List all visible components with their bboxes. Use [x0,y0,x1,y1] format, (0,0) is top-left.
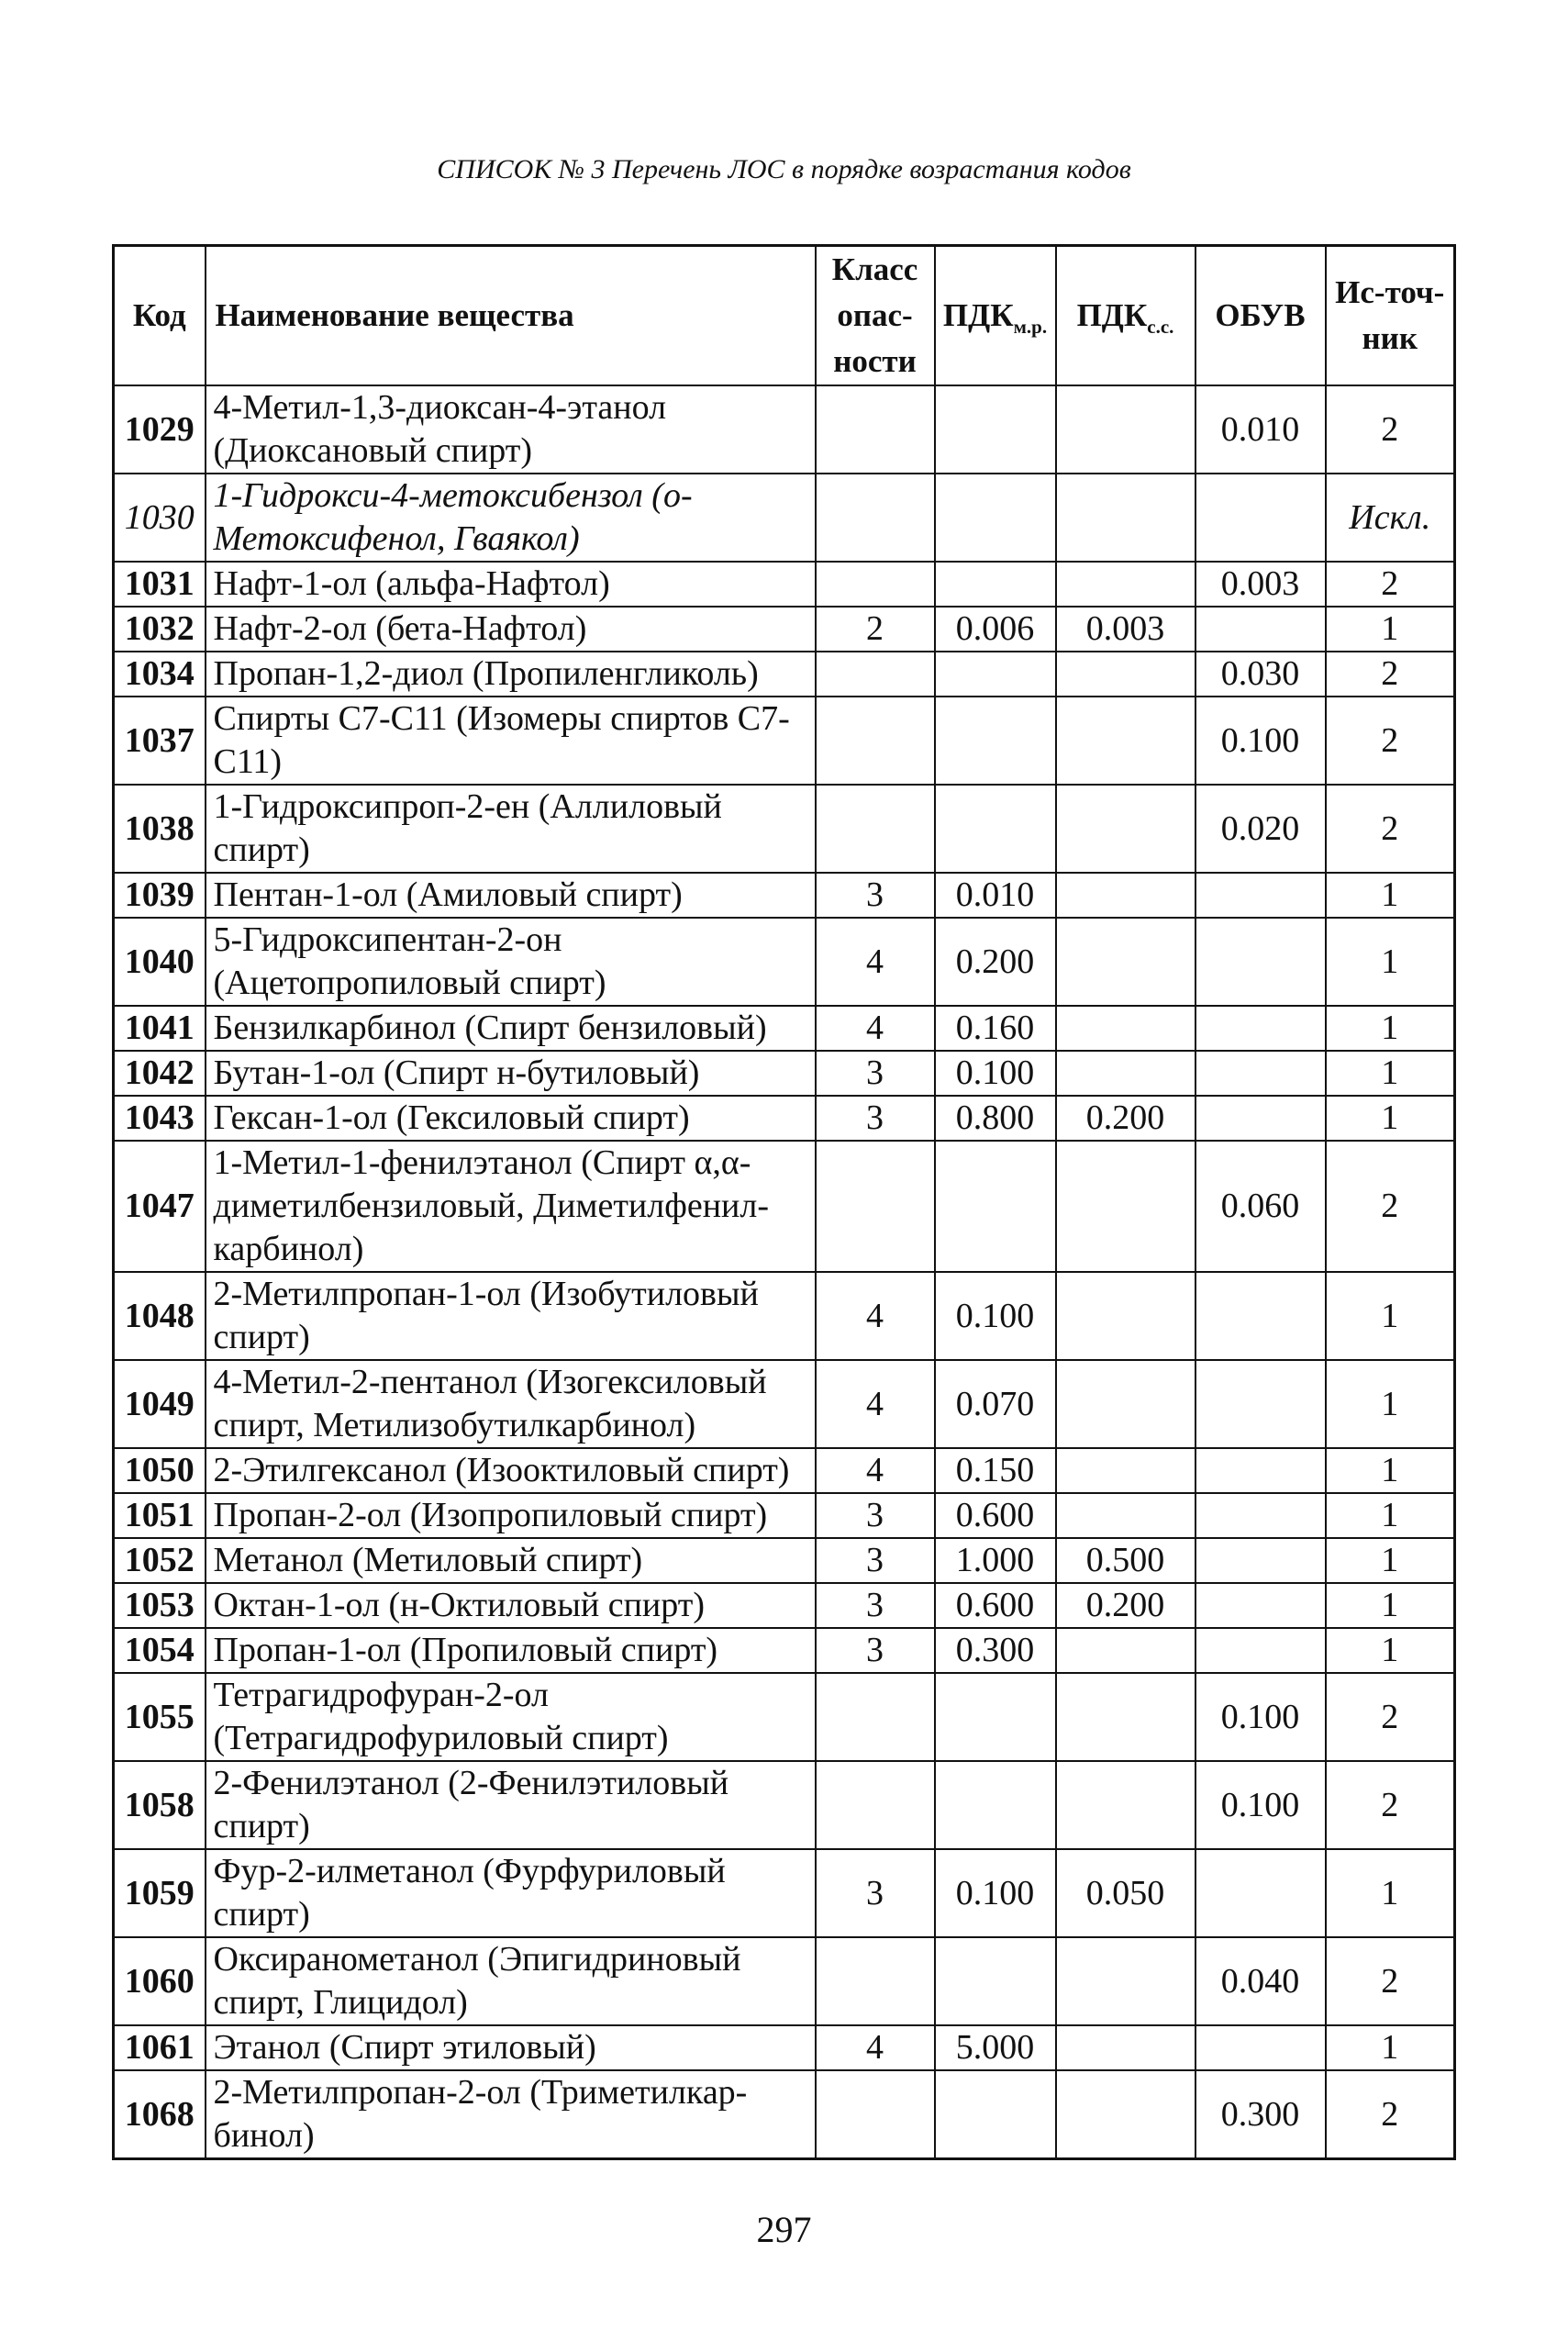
substances-table [112,244,1456,2160]
cell-hazard: 3 [816,1628,935,1673]
cell-pdk-mr: 0.100 [935,1051,1056,1096]
table-row [114,1761,1455,1849]
cell-hazard [816,1761,935,1849]
cell-name: Пентан-1-ол (Амиловый спирт) [206,873,816,918]
pdk-mr-main: ПДК [942,297,1014,333]
cell-pdk-mr: 0.600 [935,1493,1056,1538]
cell-obuv [1195,1272,1326,1360]
cell-code: 1047 [114,1141,206,1272]
cell-obuv: 0.040 [1195,1937,1326,2025]
cell-obuv [1195,1628,1326,1673]
cell-pdk-mr: 0.100 [935,1849,1056,1937]
table-row [114,1628,1455,1673]
cell-source: 2 [1326,562,1455,607]
cell-pdk-ss: 0.500 [1056,1538,1195,1583]
col-header-pdk-ss [1056,246,1195,386]
cell-hazard [816,1141,935,1272]
cell-hazard: 4 [816,2025,935,2070]
table-row [114,1673,1455,1761]
cell-obuv: 0.060 [1195,1141,1326,1272]
cell-pdk-ss [1056,1761,1195,1849]
cell-obuv: 0.100 [1195,697,1326,785]
cell-source: 1 [1326,1272,1455,1360]
cell-source: 2 [1326,1673,1455,1761]
cell-name: 2-Метилпропан-1-ол (Изобутиловый спирт) [206,1272,816,1360]
cell-source: 1 [1326,1628,1455,1673]
cell-hazard: 4 [816,1360,935,1448]
cell-name: Нафт-2-ол (бета-Нафтол) [206,607,816,652]
cell-hazard: 4 [816,1448,935,1493]
cell-obuv [1195,1360,1326,1448]
cell-pdk-ss [1056,1673,1195,1761]
table-row [114,1538,1455,1583]
cell-pdk-ss [1056,1141,1195,1272]
cell-source: 1 [1326,1096,1455,1141]
cell-hazard [816,1937,935,2025]
cell-hazard: 3 [816,1849,935,1937]
cell-name: 1-Гидрокси-4-метоксибензол (о-Метоксифенол, Гваякол) [206,474,816,562]
cell-code: 1042 [114,1051,206,1096]
cell-name: Пропан-2-ол (Изопропиловый спирт) [206,1493,816,1538]
cell-pdk-mr [935,385,1056,474]
col-header-code: Код [114,246,206,386]
pdk-mr-sub: м.р. [1013,316,1048,338]
cell-source: 1 [1326,873,1455,918]
cell-source: 1 [1326,1583,1455,1628]
cell-code: 1054 [114,1628,206,1673]
cell-pdk-ss [1056,1360,1195,1448]
cell-name: Тетрагидрофуран-2-ол (Тетрагидрофуриловый спирт) [206,1673,816,1761]
cell-hazard: 4 [816,918,935,1006]
cell-hazard [816,652,935,697]
table-row [114,652,1455,697]
cell-name: Нафт-1-ол (альфа-Нафтол) [206,562,816,607]
cell-pdk-mr: 0.200 [935,918,1056,1006]
cell-pdk-mr [935,785,1056,873]
cell-pdk-ss [1056,1493,1195,1538]
col-header-pdk-mr [935,246,1056,386]
cell-pdk-mr: 5.000 [935,2025,1056,2070]
cell-name: Спирты C7-C11 (Изомеры спиртов C7-C11) [206,697,816,785]
cell-obuv [1195,1448,1326,1493]
table-row [114,2070,1455,2159]
page-number: 297 [756,2209,812,2250]
cell-name: 1-Метил-1-фенилэтанол (Спирт α,α-диметилбензиловый, Диметилфенил-карбинол) [206,1141,816,1272]
cell-name: 4-Метил-2-пентанол (Изогексиловый спирт, Метилизобутилкарбинол) [206,1360,816,1448]
cell-name: 2-Фенилэтанол (2-Фенилэтиловый спирт) [206,1761,816,1849]
cell-code: 1052 [114,1538,206,1583]
cell-pdk-mr [935,2070,1056,2159]
cell-source: 2 [1326,697,1455,785]
table-row [114,1937,1455,2025]
cell-name: Этанол (Спирт этиловый) [206,2025,816,2070]
cell-obuv [1195,918,1326,1006]
cell-code: 1032 [114,607,206,652]
cell-pdk-mr: 1.000 [935,1538,1056,1583]
cell-name: Бутан-1-ол (Спирт н-бутиловый) [206,1051,816,1096]
cell-pdk-mr [935,1673,1056,1761]
col-header-source: Ис-точ-ник [1326,246,1455,386]
cell-pdk-mr [935,1141,1056,1272]
cell-obuv [1195,1538,1326,1583]
table-row [114,607,1455,652]
cell-source: 1 [1326,918,1455,1006]
cell-code: 1031 [114,562,206,607]
cell-source: 1 [1326,1538,1455,1583]
pdk-ss-main: ПДК [1076,297,1148,333]
cell-name: 4-Метил-1,3-диоксан-4-этанол (Диоксановый спирт) [206,385,816,474]
table-row [114,1583,1455,1628]
cell-name: Метанол (Метиловый спирт) [206,1538,816,1583]
table-row [114,474,1455,562]
cell-pdk-mr [935,562,1056,607]
cell-pdk-ss [1056,785,1195,873]
col-header-hazard: Класс опас-ности [816,246,935,386]
table-row [114,1006,1455,1051]
col-header-obuv: ОБУВ [1195,246,1326,386]
cell-obuv [1195,474,1326,562]
cell-source: 2 [1326,1761,1455,1849]
cell-code: 1041 [114,1006,206,1051]
cell-pdk-ss [1056,2070,1195,2159]
cell-code: 1034 [114,652,206,697]
cell-pdk-mr [935,1937,1056,2025]
cell-name: Пропан-1,2-диол (Пропиленгликоль) [206,652,816,697]
cell-source: 2 [1326,652,1455,697]
table-row [114,1849,1455,1937]
cell-hazard [816,1673,935,1761]
cell-code: 1030 [114,474,206,562]
cell-name: Оксиранометанол (Эпигидриновый спирт, Глицидол) [206,1937,816,2025]
cell-pdk-ss: 0.003 [1056,607,1195,652]
cell-code: 1059 [114,1849,206,1937]
cell-code: 1039 [114,873,206,918]
cell-obuv [1195,1583,1326,1628]
cell-source: 2 [1326,385,1455,474]
cell-source: 2 [1326,1141,1455,1272]
cell-pdk-ss [1056,873,1195,918]
cell-obuv [1195,1006,1326,1051]
header-row [114,246,1455,386]
cell-source: 2 [1326,785,1455,873]
cell-code: 1037 [114,697,206,785]
cell-pdk-mr: 0.600 [935,1583,1056,1628]
cell-pdk-mr: 0.800 [935,1096,1056,1141]
cell-hazard [816,474,935,562]
cell-code: 1051 [114,1493,206,1538]
page-title: СПИСОК № 3 Перечень ЛОС в порядке возрастания кодов [437,154,1131,184]
cell-name: Гексан-1-ол (Гексиловый спирт) [206,1096,816,1141]
cell-pdk-ss [1056,1272,1195,1360]
cell-source: 2 [1326,1937,1455,2025]
cell-pdk-ss: 0.200 [1056,1096,1195,1141]
cell-pdk-mr: 0.100 [935,1272,1056,1360]
cell-code: 1058 [114,1761,206,1849]
cell-pdk-mr: 0.160 [935,1006,1056,1051]
cell-source: 1 [1326,1448,1455,1493]
cell-source: 1 [1326,1006,1455,1051]
cell-pdk-ss [1056,474,1195,562]
table-row [114,697,1455,785]
table-row [114,1360,1455,1448]
cell-pdk-ss [1056,1448,1195,1493]
cell-hazard: 3 [816,1538,935,1583]
cell-obuv [1195,1096,1326,1141]
cell-pdk-mr [935,652,1056,697]
col-header-name: Наименование вещества [206,246,816,386]
table-row [114,1096,1455,1141]
table-row [114,562,1455,607]
cell-code: 1040 [114,918,206,1006]
cell-obuv [1195,607,1326,652]
cell-pdk-ss [1056,918,1195,1006]
cell-obuv: 0.010 [1195,385,1326,474]
cell-hazard: 2 [816,607,935,652]
cell-code: 1053 [114,1583,206,1628]
cell-hazard: 4 [816,1006,935,1051]
cell-pdk-mr: 0.010 [935,873,1056,918]
cell-pdk-mr: 0.150 [935,1448,1056,1493]
cell-code: 1050 [114,1448,206,1493]
table-row [114,1448,1455,1493]
cell-code: 1029 [114,385,206,474]
cell-name: 5-Гидроксипентан-2-он (Ацетопропиловый спирт) [206,918,816,1006]
table-row [114,385,1455,474]
cell-name: Октан-1-ол (н-Октиловый спирт) [206,1583,816,1628]
cell-code: 1043 [114,1096,206,1141]
cell-pdk-ss: 0.050 [1056,1849,1195,1937]
table-row [114,1272,1455,1360]
table-row [114,873,1455,918]
table-row [114,918,1455,1006]
cell-hazard: 4 [816,1272,935,1360]
cell-pdk-mr [935,474,1056,562]
cell-name: 2-Этилгексанол (Изооктиловый спирт) [206,1448,816,1493]
cell-code: 1060 [114,1937,206,2025]
table-row [114,1493,1455,1538]
cell-hazard [816,785,935,873]
cell-source: 2 [1326,2070,1455,2159]
table-row [114,785,1455,873]
cell-name: 1-Гидроксипроп-2-ен (Аллиловый спирт) [206,785,816,873]
cell-pdk-mr: 0.006 [935,607,1056,652]
cell-pdk-ss [1056,1006,1195,1051]
cell-obuv [1195,2025,1326,2070]
cell-obuv: 0.100 [1195,1761,1326,1849]
table-row [114,1141,1455,1272]
cell-source: 1 [1326,1849,1455,1937]
cell-source: 1 [1326,607,1455,652]
cell-source: 1 [1326,1051,1455,1096]
cell-hazard: 3 [816,1583,935,1628]
cell-pdk-ss [1056,385,1195,474]
cell-pdk-mr: 0.070 [935,1360,1056,1448]
cell-hazard: 3 [816,873,935,918]
cell-source: Искл. [1326,474,1455,562]
cell-pdk-ss [1056,2025,1195,2070]
cell-pdk-ss [1056,697,1195,785]
cell-obuv [1195,1493,1326,1538]
cell-code: 1068 [114,2070,206,2159]
cell-hazard: 3 [816,1096,935,1141]
cell-pdk-ss [1056,1628,1195,1673]
cell-hazard: 3 [816,1051,935,1096]
cell-pdk-ss [1056,562,1195,607]
pdk-ss-sub: с.с. [1147,316,1174,338]
cell-obuv: 0.003 [1195,562,1326,607]
cell-obuv [1195,873,1326,918]
cell-name: Фур-2-илметанол (Фурфуриловый спирт) [206,1849,816,1937]
cell-pdk-mr: 0.300 [935,1628,1056,1673]
cell-code: 1061 [114,2025,206,2070]
cell-obuv [1195,1051,1326,1096]
cell-obuv [1195,1849,1326,1937]
cell-pdk-ss [1056,652,1195,697]
cell-obuv: 0.020 [1195,785,1326,873]
cell-code: 1055 [114,1673,206,1761]
cell-obuv: 0.030 [1195,652,1326,697]
cell-code: 1049 [114,1360,206,1448]
cell-source: 1 [1326,1360,1455,1448]
cell-pdk-mr [935,1761,1056,1849]
cell-obuv: 0.300 [1195,2070,1326,2159]
cell-name: 2-Метилпропан-2-ол (Триметилкар-бинол) [206,2070,816,2159]
cell-pdk-mr [935,697,1056,785]
cell-code: 1048 [114,1272,206,1360]
cell-source: 1 [1326,2025,1455,2070]
cell-pdk-ss [1056,1051,1195,1096]
table-row [114,1051,1455,1096]
cell-pdk-ss [1056,1937,1195,2025]
cell-name: Бензилкарбинол (Спирт бензиловый) [206,1006,816,1051]
cell-code: 1038 [114,785,206,873]
cell-hazard [816,385,935,474]
cell-source: 1 [1326,1493,1455,1538]
cell-hazard [816,2070,935,2159]
cell-hazard: 3 [816,1493,935,1538]
cell-hazard [816,697,935,785]
cell-obuv: 0.100 [1195,1673,1326,1761]
cell-pdk-ss: 0.200 [1056,1583,1195,1628]
table-row [114,2025,1455,2070]
cell-hazard [816,562,935,607]
cell-name: Пропан-1-ол (Пропиловый спирт) [206,1628,816,1673]
